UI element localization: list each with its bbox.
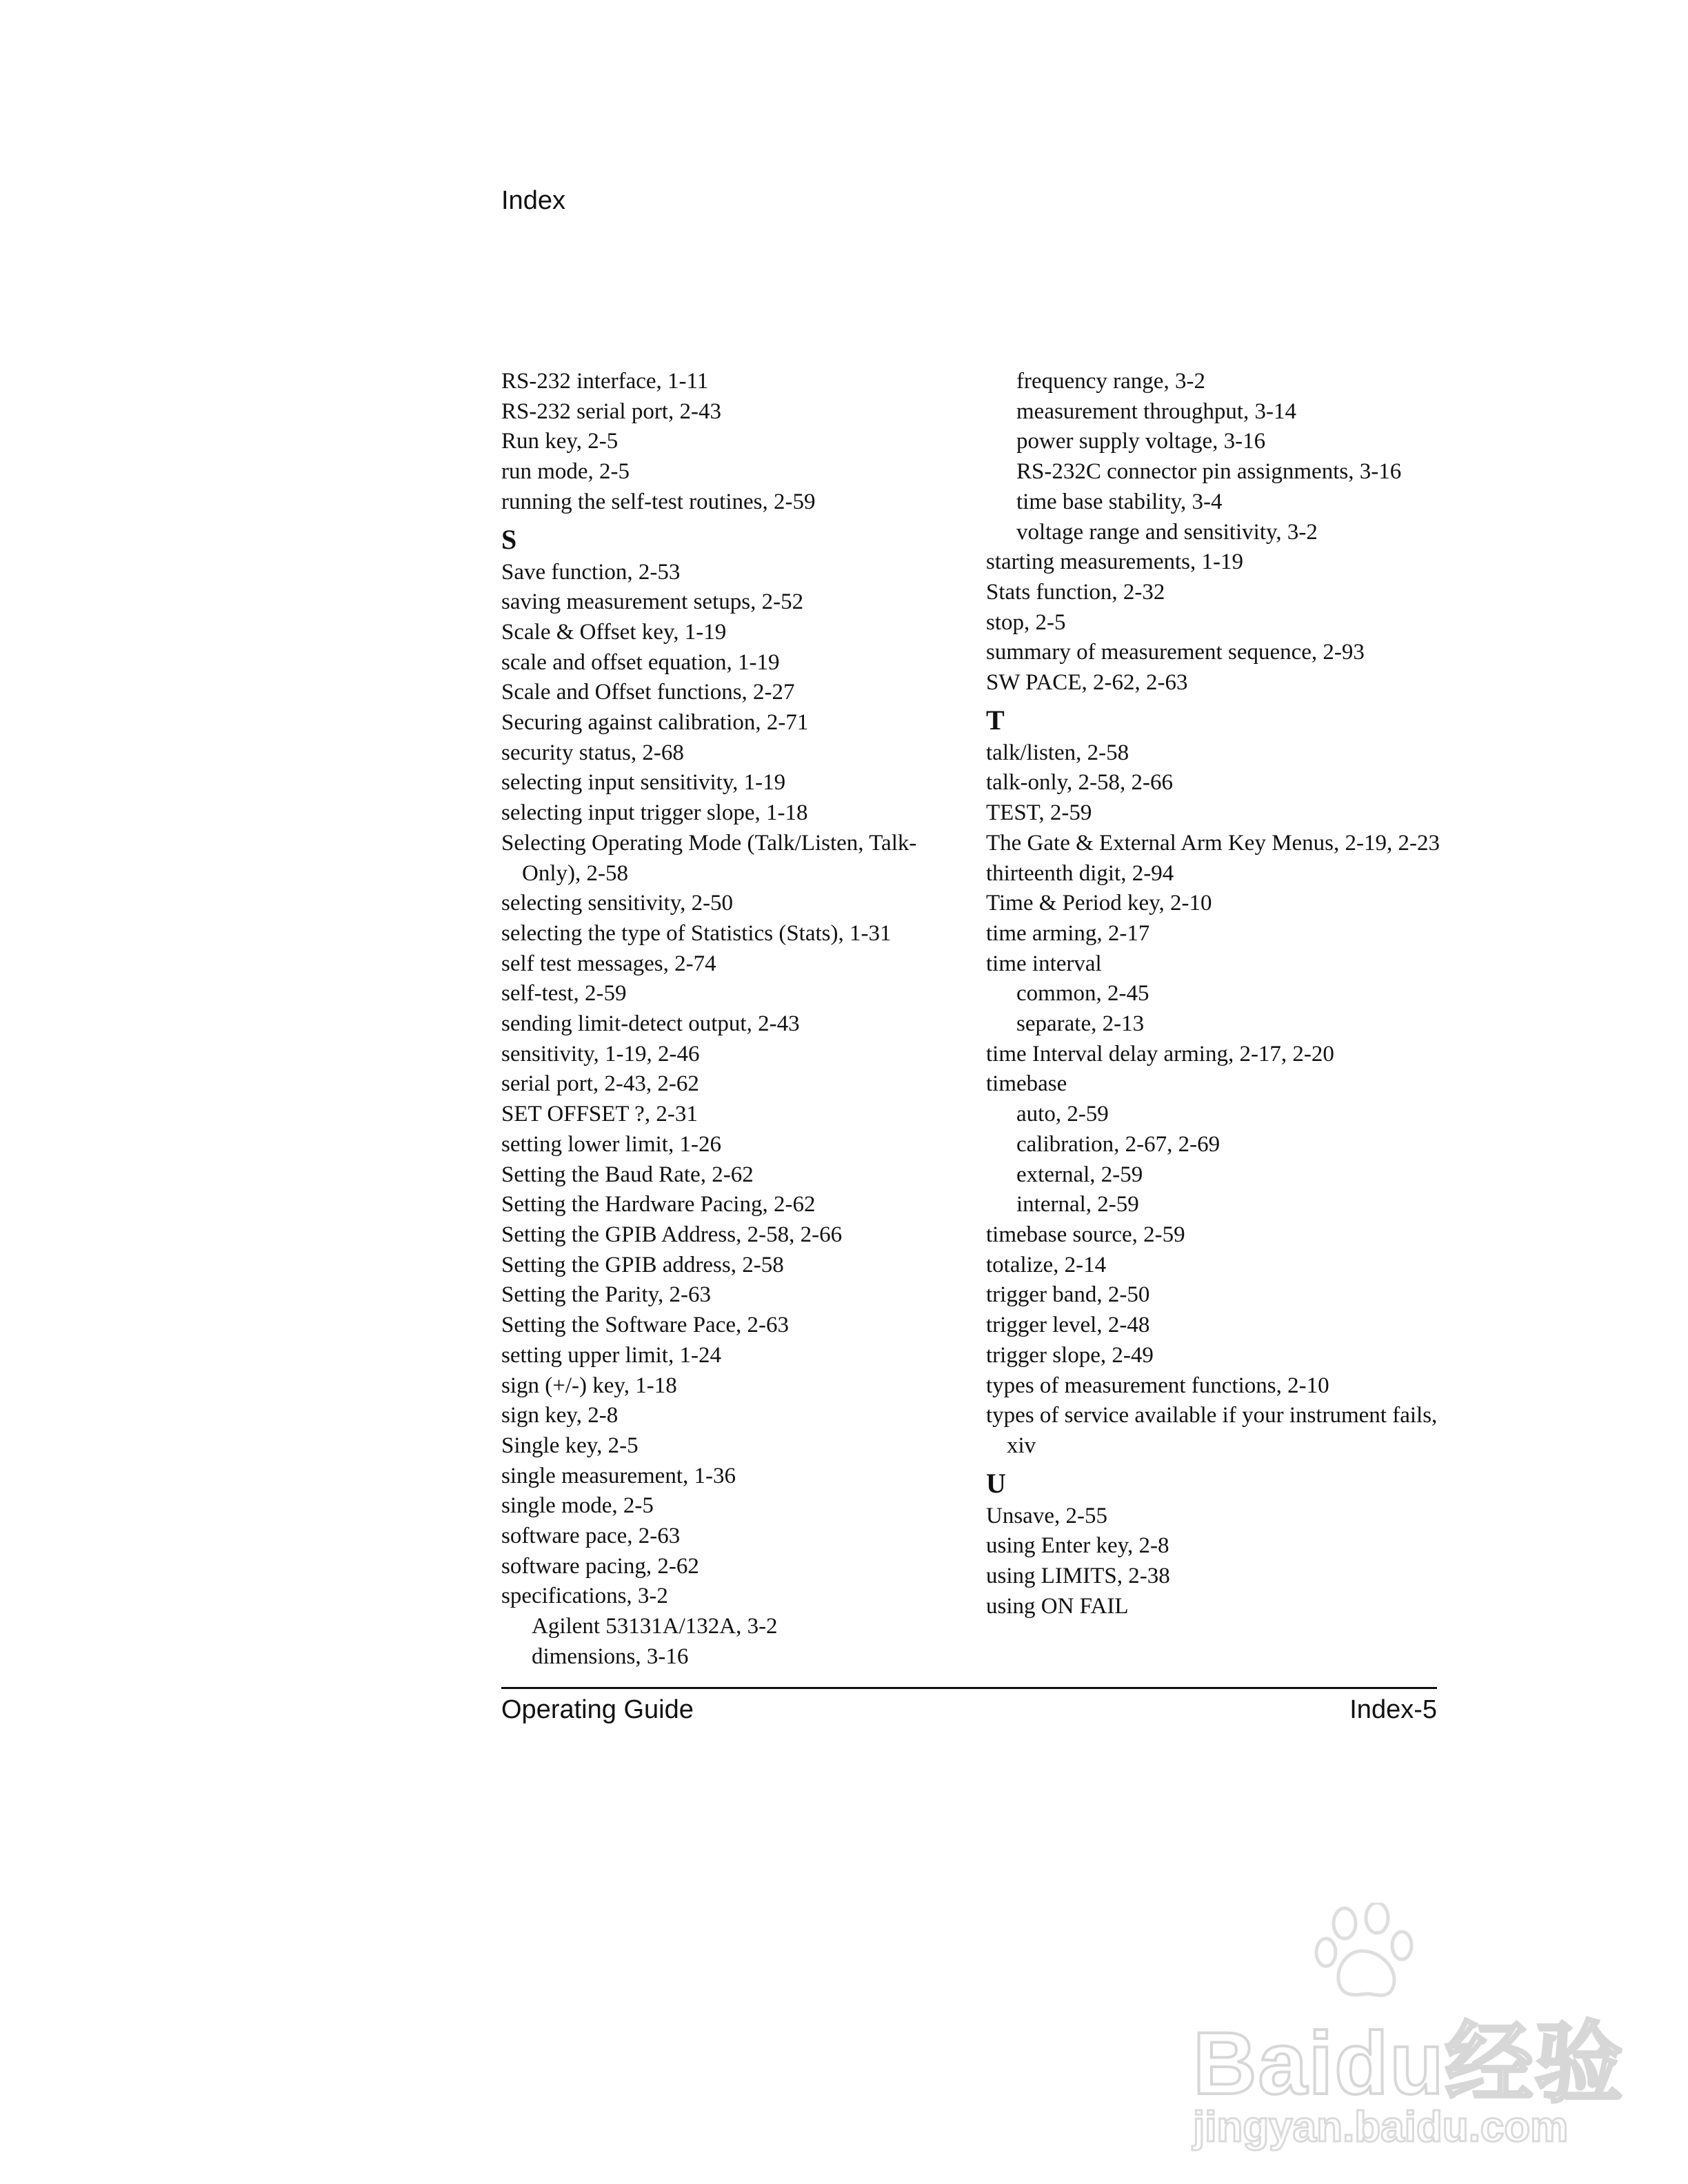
footer-rule xyxy=(501,1687,1437,1689)
footer-guide-title: Operating Guide xyxy=(501,1695,694,1724)
index-entry: Run key, 2-5 xyxy=(501,429,619,454)
index-entry: SET OFFSET ?, 2-31 xyxy=(501,1102,698,1127)
index-subentry: Agilent 53131A/132A, 3-2 xyxy=(532,1614,778,1639)
index-entry: single mode, 2-5 xyxy=(501,1493,654,1519)
index-subentry: separate, 2-13 xyxy=(1016,1011,1145,1037)
index-entry: setting upper limit, 1-24 xyxy=(501,1342,721,1368)
index-entry: Save function, 2-53 xyxy=(501,559,681,585)
index-entry: RS-232 serial port, 2-43 xyxy=(501,398,721,424)
index-entry: SW PACE, 2-62, 2-63 xyxy=(986,670,1188,696)
index-subentry: voltage range and sensitivity, 3-2 xyxy=(1016,519,1318,545)
index-entry: trigger slope, 2-49 xyxy=(986,1342,1154,1368)
index-entry: Setting the GPIB Address, 2-58, 2-66 xyxy=(501,1222,843,1247)
index-entry: TEST, 2-59 xyxy=(986,800,1092,826)
index-entry: sign key, 2-8 xyxy=(501,1403,619,1428)
index-entry: Scale & Offset key, 1-19 xyxy=(501,619,727,645)
index-entry: single measurement, 1-36 xyxy=(501,1463,736,1488)
index-entry: Unsave, 2-55 xyxy=(986,1503,1107,1528)
index-subentry: time base stability, 3-4 xyxy=(1016,489,1223,514)
index-entry: Single key, 2-5 xyxy=(501,1433,639,1458)
index-entry: trigger band, 2-50 xyxy=(986,1282,1150,1308)
index-entry: totalize, 2-14 xyxy=(986,1252,1107,1277)
index-entry: The Gate & External Arm Key Menus, 2-19, 2-23 xyxy=(986,830,1440,856)
index-entry: selecting the type of Statistics (Stats), 1-31 xyxy=(501,920,892,946)
index-section-letter: U xyxy=(986,1467,1006,1499)
index-subentry: common, 2-45 xyxy=(1016,981,1149,1007)
index-subentry: calibration, 2-67, 2-69 xyxy=(1016,1131,1220,1157)
index-entry: stop, 2-5 xyxy=(986,609,1066,635)
index-entry: specifications, 3-2 xyxy=(501,1584,668,1609)
index-entry: Selecting Operating Mode (Talk/Listen, Talk-Only), 2-58 xyxy=(501,830,917,886)
index-entry: serial port, 2-43, 2-62 xyxy=(501,1071,699,1097)
index-entry: Setting the GPIB address, 2-58 xyxy=(501,1252,784,1277)
index-section-letter: T xyxy=(986,704,1005,736)
index-entry: running the self-test routines, 2-59 xyxy=(501,489,816,514)
index-entry: time arming, 2-17 xyxy=(986,920,1150,946)
paw-print-icon xyxy=(1314,1903,1431,2006)
index-entry: sign (+/-) key, 1-18 xyxy=(501,1373,677,1398)
index-section-letter: S xyxy=(501,523,517,555)
index-entry: sensitivity, 1-19, 2-46 xyxy=(501,1041,700,1066)
index-entry: Stats function, 2-32 xyxy=(986,579,1165,605)
index-entry: software pace, 2-63 xyxy=(501,1524,681,1549)
index-entry: time Interval delay arming, 2-17, 2-20 xyxy=(986,1041,1334,1066)
index-entry: run mode, 2-5 xyxy=(501,459,630,485)
index-entry: types of measurement functions, 2-10 xyxy=(986,1373,1329,1398)
index-entry: sending limit-detect output, 2-43 xyxy=(501,1011,800,1037)
watermark-url-text: jingyan.baidu.com xyxy=(1193,2103,1569,2151)
index-entry: selecting sensitivity, 2-50 xyxy=(501,891,734,916)
index-entry: Setting the Hardware Pacing, 2-62 xyxy=(501,1192,816,1217)
index-entry: types of service available if your instrument fails, xiv xyxy=(986,1403,1438,1458)
index-entry: time interval xyxy=(986,951,1102,976)
index-entry: talk/listen, 2-58 xyxy=(986,740,1129,765)
index-subentry: internal, 2-59 xyxy=(1016,1192,1139,1217)
index-entry: scale and offset equation, 1-19 xyxy=(501,649,780,675)
index-entry: thirteenth digit, 2-94 xyxy=(986,860,1174,886)
index-column-left xyxy=(501,367,970,1672)
index-subentry: measurement throughput, 3-14 xyxy=(1016,398,1296,424)
index-subentry: power supply voltage, 3-16 xyxy=(1016,429,1266,454)
index-entry: Securing against calibration, 2-71 xyxy=(501,710,809,736)
index-subentry: auto, 2-59 xyxy=(1016,1102,1109,1127)
index-entry: summary of measurement sequence, 2-93 xyxy=(986,640,1365,665)
index-entry: talk-only, 2-58, 2-66 xyxy=(986,770,1173,796)
watermark-brand-text: Baidu经验 xyxy=(1193,2014,1625,2113)
index-entry: setting lower limit, 1-26 xyxy=(501,1131,721,1157)
index-entry: timebase xyxy=(986,1071,1067,1097)
index-entry: starting measurements, 1-19 xyxy=(986,549,1243,575)
index-entry: Time & Period key, 2-10 xyxy=(986,891,1212,916)
index-entry: RS-232 interface, 1-11 xyxy=(501,369,709,394)
index-entry: Setting the Parity, 2-63 xyxy=(501,1282,711,1308)
index-entry: Scale and Offset functions, 2-27 xyxy=(501,680,795,705)
index-entry: selecting input sensitivity, 1-19 xyxy=(501,770,786,796)
footer-page-number: Index-5 xyxy=(1349,1695,1437,1724)
index-subentry: dimensions, 3-16 xyxy=(532,1644,689,1669)
index-column-right xyxy=(986,367,1441,1621)
index-entry: Setting the Software Pace, 2-63 xyxy=(501,1313,789,1338)
index-entry: selecting input trigger slope, 1-18 xyxy=(501,800,808,826)
index-entry: trigger level, 2-48 xyxy=(986,1313,1150,1338)
index-subentry: RS-232C connector pin assignments, 3-16 xyxy=(1016,459,1402,485)
index-entry: security status, 2-68 xyxy=(501,740,684,765)
index-entry: self-test, 2-59 xyxy=(501,981,627,1007)
index-entry: using LIMITS, 2-38 xyxy=(986,1564,1170,1589)
index-subentry: external, 2-59 xyxy=(1016,1162,1143,1187)
index-subentry: frequency range, 3-2 xyxy=(1016,369,1205,394)
index-entry: self test messages, 2-74 xyxy=(501,951,716,976)
baidu-watermark xyxy=(1179,1903,1625,2165)
index-entry: using ON FAIL xyxy=(986,1593,1129,1619)
index-entry: software pacing, 2-62 xyxy=(501,1553,699,1579)
index-entry: Setting the Baud Rate, 2-62 xyxy=(501,1162,754,1187)
index-entry: saving measurement setups, 2-52 xyxy=(501,589,804,615)
index-entry: using Enter key, 2-8 xyxy=(986,1533,1169,1559)
page-running-head: Index xyxy=(501,186,565,215)
index-entry: timebase source, 2-59 xyxy=(986,1222,1185,1247)
